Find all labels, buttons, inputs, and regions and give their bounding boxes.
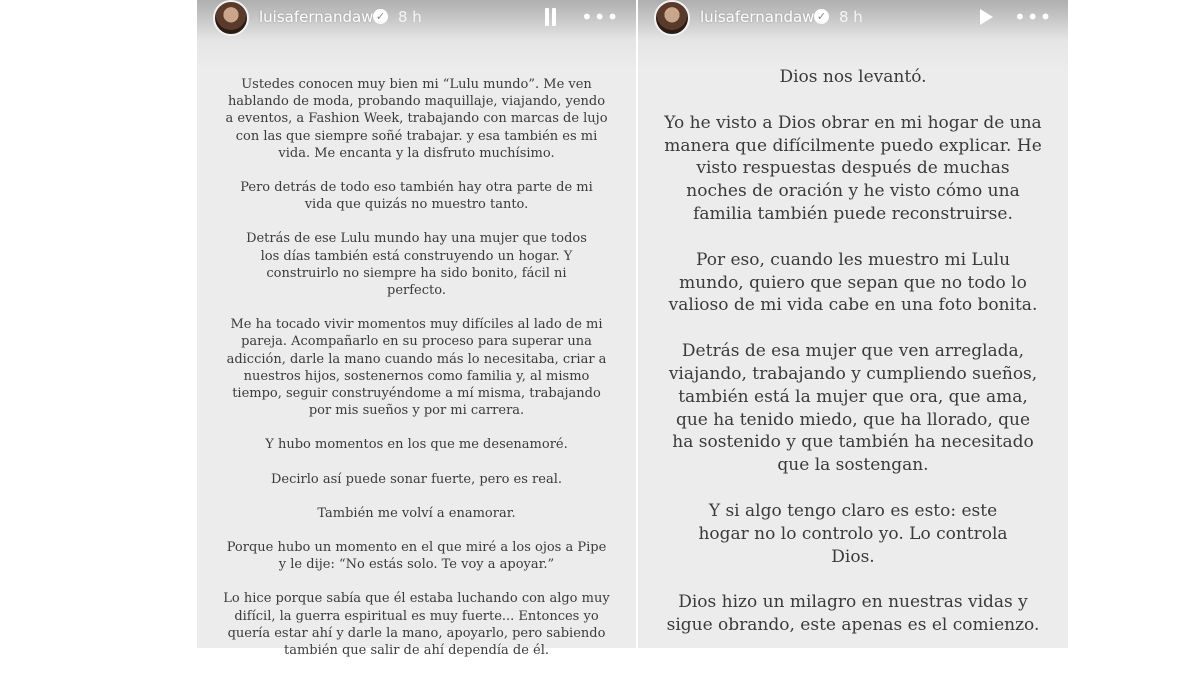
paragraph: Detrás de ese Lulu mundo hay una mujer que todos los días también está construyendo un hogar. Y construirlo no siempre ha sido bonito, fácil ni perfecto. [246,231,587,299]
paragraph: Me ha tocado vivir momentos muy difíciles al lado de mi pareja. Acompañarlo en su proceso para superar una adicción, darle la mano cuando más lo necesitaba, criar a nuestros hijos, sostenernos como familia y, al mismo tiempo, seguir construyéndome a mí misma, trabajando por mis sueños y por mi carrera. [226,317,607,419]
paragraph: Detrás de esa mujer que ven arreglada, viajando, trabajando y cumpliendo sueños, también está la mujer que ora, que ama, que ha tenido miedo, que ha llorado, que ha sostenido y que también ha necesitado que la sostengan. [668,341,1038,476]
pause-icon[interactable] [543,8,557,26]
story-header [197,0,636,40]
paragraph: Y si algo tengo claro es esto: este hogar no lo controlo yo. Lo controla Dios. [698,500,1008,567]
story-right[interactable] [638,0,1068,648]
paragraph: Dios nos levantó. [779,67,927,87]
paragraph: Yo he visto a Dios obrar en mi hogar de una manera que difícilmente puedo explicar. He visto respuestas después de muchas noches de oración y he visto cómo una familia también puede reconstruirse. [664,112,1042,224]
story-left[interactable] [197,0,636,659]
verified-badge-icon: ✓ [814,9,829,24]
paragraph: Decirlo así puede sonar fuerte, pero es real. [270,471,562,487]
verified-badge-icon: ✓ [373,9,388,24]
story-header [638,0,1068,40]
play-icon[interactable] [980,9,993,25]
paragraph: Ustedes conocen muy bien mi “Lulu mundo”. Me ven hablando de moda, probando maquillaje, viajando, yendo a eventos, a Fashion Week, trabajando con marcas de lujo con las que siempre soñé trabajar. y esa también es mi vida. Me encanta y la disfruto muchísimo. [225,77,608,161]
more-options-icon[interactable]: ••• [1014,5,1053,29]
post-time: 8 h [839,8,863,26]
more-options-icon[interactable]: ••• [581,5,620,29]
paragraph: Lo hice porque sabía que él estaba luchando con algo muy difícil, la guerra espiritual es muy fuerte... Entonces yo quería estar ahí y darle la mano, apoyarlo, pero sabiendo también que salir de ahí dependía de él. [223,591,610,659]
username[interactable]: luisafernandaw [259,8,374,26]
paragraph: Porque hubo un momento en el que miré a los ojos a Pipe y le dije: “No estás solo. Te voy a apoyar.” [226,540,607,573]
paragraph: También me volví a enamorar. [317,505,516,521]
profile-avatar[interactable] [654,0,690,36]
paragraph: Pero detrás de todo eso también hay otra parte de mi vida que quizás no muestro tanto. [240,180,593,213]
paragraph: Dios hizo un milagro en nuestras vidas y sigue obrando, este apenas es el comienzo. [666,592,1040,636]
paragraph: Y hubo momentos en los que me desenamoré. [265,437,568,453]
story-text [638,66,1068,660]
profile-avatar[interactable] [213,0,249,36]
paragraph: Por eso, cuando les muestro mi Lulu mundo, quiero que sepan que no todo lo valioso de mi vida cabe en una foto bonita. [668,249,1038,316]
story-text [197,76,636,676]
username[interactable]: luisafernandaw [700,8,815,26]
post-time: 8 h [398,8,422,26]
